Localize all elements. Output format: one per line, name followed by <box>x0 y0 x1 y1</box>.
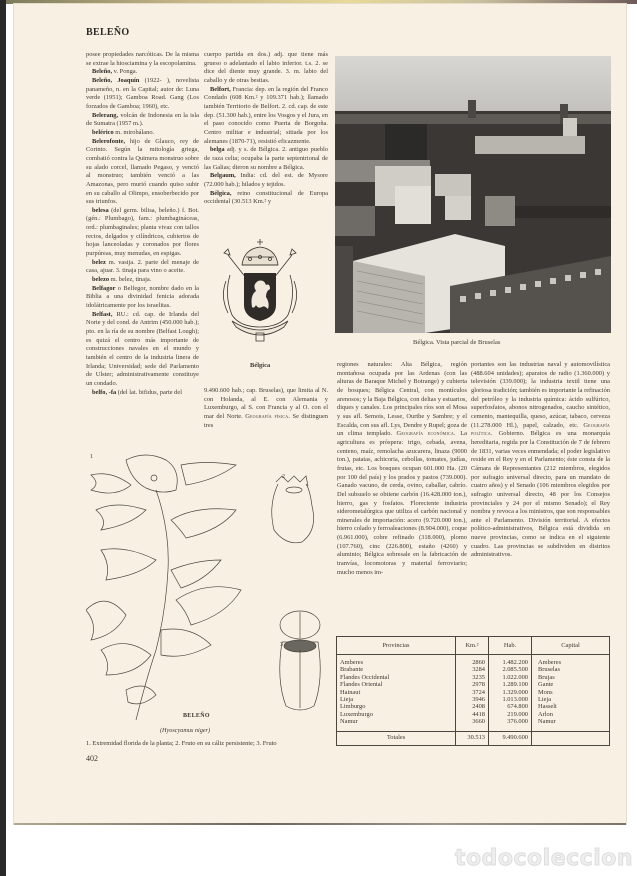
entry-definition: o Belfegor, nombre dado en la Biblia a una divinidad fenicia adorada idolátricamente por los israelitas. <box>86 284 199 310</box>
dictionary-entry <box>204 146 328 172</box>
population-cell: 1.013.000 <box>489 696 532 703</box>
figure-number-1: 1 <box>90 454 93 460</box>
header-hab: Hab. <box>489 637 532 655</box>
capital-cell: Namur <box>532 718 610 731</box>
entry-headword: belérico <box>92 128 114 136</box>
capital-cell: Gante <box>532 681 610 688</box>
capital-cell: Arlon <box>532 711 610 718</box>
entry-headword: belesa <box>92 206 109 214</box>
totals-area: 30.513 <box>456 731 489 745</box>
entry-definition: India: cd. del est. de Mysore (72.000 hab.); hilados y tejidos. <box>204 172 328 188</box>
totals-row <box>337 731 610 745</box>
text-column-3 <box>337 361 467 577</box>
entry-headword: Beleño, Joaquín <box>92 76 140 84</box>
dictionary-entry <box>86 51 199 68</box>
dictionary-entry <box>86 129 199 138</box>
area-cell: 3946 <box>456 696 489 703</box>
photo-caption: Bélgica. Vista parcial de Bruselas <box>413 339 501 346</box>
text-column-2 <box>204 51 328 207</box>
brussels-cityscape-photo <box>335 56 611 333</box>
province-cell: Flandes Occidental <box>340 673 390 681</box>
politics-text: Gobierno. Bélgica es una monarquía hereditaria, regida por la Constitución de 7 de febrero de 1831, varias veces enmendada; el poder legislativo reside en el Rey y en el Parlamento; éste consta de la Cámara de Representantes (212 miembros, elegidos por sufragio universal directo, para un mandato de cuatro años) y el Senado (106 miembros elegidos por sufragio universal directo, 48 por los Consejos provinciales y 24 por el mismo Senado); el Rey nombra y revoca a los ministros, que son responsables ante el Parlamento. División territorial. A efectos político-administrativos, Bélgica está dividida en nueve provincias, como se indica en el siguiente cuadro. Las provincias se subdividen en distritos administrativos. <box>471 430 610 559</box>
area-cell: 2978 <box>456 681 489 688</box>
belgica-text-end: Se distinguen tres <box>204 412 328 429</box>
table-row <box>337 681 610 688</box>
entry-definition: hijo de Glauco, rey de Corinto. Según la mitología griega, combatió contra la Quimera monstruo sobre su alado corcel, llamado Pegaso, y venció al monstruo; también venció a las Amazonas, pero murió cuando quiso subir en su caballo al Olimpo, ensoberbecido por sus triunfos. <box>86 137 199 206</box>
plant-name-label: BELEÑO <box>183 713 210 719</box>
province-cell: Flandes Oriental <box>340 681 383 689</box>
header-km2: Km.² <box>456 637 489 655</box>
entry-headword: belfo, -fa <box>92 388 117 396</box>
plant-latin-name: (Hyoscyamus niger) <box>160 727 211 734</box>
entry-definition: Francia: dep. en la región del Franco Condado (608 Km.² y 109.371 hab.); llamado también Territorio de Belfort. 2. cd. cap. de este dep. (51.300 hab.), entre los Vosgos y el Jura, en el paso conocido como Puerta de Borgoña. Centro militar e industrial; sitiada por los alemanes (1870-71), resistió eficazmente. <box>204 85 329 145</box>
table-row <box>337 703 610 710</box>
belgium-coat-of-arms-image <box>210 235 310 345</box>
dictionary-entry <box>86 77 199 112</box>
area-cell: 4418 <box>456 711 489 718</box>
entry-headword: belezo <box>92 276 110 284</box>
table-row <box>337 696 610 703</box>
section-heading: Geografía física. <box>245 412 291 420</box>
entry-definition: cuerpo partida en dos.) adj. que tiene más grueso o adelantado el labio inferior. t.s. 2. se dice del diente muy grande. 3. m. labio del caballo y de otras bestias. <box>204 51 328 84</box>
figure-number-2: 2 <box>282 474 285 480</box>
province-cell: Amberes <box>340 659 364 666</box>
dictionary-entry <box>86 259 199 276</box>
dictionary-entry <box>86 276 199 285</box>
dictionary-entry <box>204 86 328 147</box>
entry-headword: Belgaum, <box>210 172 236 180</box>
capital-cell: Amberes <box>532 655 610 667</box>
coat-of-arms-caption: Bélgica <box>250 362 271 369</box>
scan-left-edge <box>0 0 6 876</box>
capital-cell: Lieja <box>532 696 610 703</box>
population-cell: 1.022.000 <box>489 674 532 681</box>
table-row <box>337 655 610 667</box>
entry-headword: Belerang, <box>92 111 119 119</box>
figure-legend: 1. Extremidad florida de la planta; 2. Fruto en su cáliz persistente; 3. Fruto <box>86 740 277 747</box>
area-cell: 2408 <box>456 703 489 710</box>
province-cell: Namur <box>340 718 358 726</box>
section-heading: Geografía política. <box>471 421 610 438</box>
entry-definition: v. Ponga. <box>112 68 138 76</box>
dictionary-entry <box>86 389 199 398</box>
entry-headword: Bélgica, <box>210 189 232 197</box>
running-head: BELEÑO <box>86 27 130 38</box>
dictionary-entry <box>86 311 199 389</box>
entry-headword: belga <box>210 146 225 154</box>
header-provincias: Provincias <box>337 637 456 655</box>
capital-cell: Mons <box>532 689 610 696</box>
entry-definition: (1922- ), novelista panameño, n. en la Capital; autor de: Luna verde (1951); Gamboa Road. Gang (Los forzados de Gamboa; 1960), etc. <box>86 76 199 110</box>
text-column-4 <box>471 361 610 560</box>
text-column-2-continued <box>204 387 328 430</box>
province-cell: Luxemburgo <box>340 710 373 718</box>
area-cell: 2860 <box>456 655 489 667</box>
table-row <box>337 718 610 731</box>
table-row <box>337 711 610 718</box>
watermark-logo: todocoleccion <box>455 846 634 871</box>
header-capital: Capital <box>532 637 610 655</box>
dictionary-entry <box>86 68 199 77</box>
economy-text: La agricultura es próspera: trigo, cebada, avena, centeno, maíz, remolacha azucarera, linaza (9000 ton.), patatas, achicoria, cebollas, tomates, judías, frutas, etc. Los bosques ocupan 601.000 Ha. (20 por 100 del país) y los prados y pastos (739.000). Ganado vacuno, de cerda, ovino, caballar, cabrío. Del subsuelo se obtiene carbón (16.428.000 ton.), hierro, gas y fosfatos. Floreciente industria siderometalúrgica que utiliza el carbón nacional y minerales de importación: acero (9.720.000 ton.), hierro colado y ferroaleaciones (8.904.000), coque (6.961.000), cobre refinado (318.000), plomo (107.760), cinc (226.800), estaño (4260) y aluminio; Bélgica sobresale en la fabricación de tranvías, locomotoras y material ferroviario; mucho menos im- <box>337 430 467 576</box>
section-heading: Geografía económica. <box>396 430 456 438</box>
table-row <box>337 689 610 696</box>
area-cell: 3284 <box>456 666 489 673</box>
province-cell: Brabante <box>340 666 364 674</box>
population-cell: 674.800 <box>489 703 532 710</box>
entry-definition: posee propiedades narcóticas. De la misma se extrae la hiosciamina y la escopolamina. <box>86 51 199 67</box>
province-cell: Lieja <box>340 696 354 704</box>
dictionary-entry <box>204 51 328 86</box>
provinces-table <box>336 636 610 746</box>
scan-bottom-edge <box>14 823 626 825</box>
dictionary-entry <box>86 285 199 311</box>
entry-definition: m. vasija. 2. parte del menaje de casa, ajuar. 3. tinaja para vino o aceite. <box>86 258 199 275</box>
entry-definition: RU.: cd. cap. de Irlanda del Norte y del cond. de Antrim (450.000 hab.); pto. en la ría de su nombre (Belfast Lough); es quizá el centro más importante de construcciones navales en el mundo y también el centro de la industria linera de Irlanda; Universidad; sede del Parlamento de Ulster; administrativamente constituye un condado. <box>86 310 199 387</box>
capital-cell: Hasselt <box>532 703 610 710</box>
henbane-botanical-illustration <box>86 450 336 720</box>
totals-capital-empty <box>532 731 610 745</box>
population-cell: 1.289.100 <box>489 681 532 688</box>
entry-definition: (del lat. bifidus, parte del <box>116 388 182 396</box>
province-cell: Hainaut <box>340 688 361 696</box>
area-cell: 3724 <box>456 689 489 696</box>
entry-definition: volcán de Indonesia en la isla de Sumatra (1957 m.). <box>86 111 199 128</box>
population-cell: 1.329.000 <box>489 689 532 696</box>
entry-definition: m. mirobálano. <box>113 128 155 136</box>
totals-population: 9.490.600 <box>489 731 532 745</box>
table-row <box>337 674 610 681</box>
dictionary-entry <box>204 190 328 207</box>
dictionary-entry <box>86 112 199 129</box>
entry-definition: reino constitucional de Europa occidental (30.513 Km.² y <box>204 189 328 206</box>
entry-definition: (del germ. bilisa, beleño.) f. Bot. (gén.: Plumbago), fam.: plumbagináceas, ord.: plumbaginales; planta vivaz con tallos rectos, delgados y cilíndricos, cubiertos de hojas lanceoladas y coronados por flores purpúreas, muy menudas, en espigas. <box>86 206 199 258</box>
belgica-text: 9.490.600 hab.; cap. Bruselas), que limita al N. con Holanda, al E. con Alemania y Luxemburgo, al S. con Francia y al O. con el mar del Norte. <box>204 387 328 420</box>
entry-headword: Belfast, <box>92 310 113 318</box>
entry-headword: Belfagor <box>92 284 116 292</box>
area-cell: 3660 <box>456 718 489 731</box>
entry-definition: adj. y s. de Bélgica. 2. antiguo pueblo de raza celta; ocupaba la parte septentrional de las Galias; dieron su nombre a Bélgica. <box>204 146 328 171</box>
population-cell: 2.085.500 <box>489 666 532 673</box>
entry-headword: Belerofonte, <box>92 137 126 145</box>
population-cell: 1.482.200 <box>489 655 532 667</box>
text-column-1 <box>86 51 199 397</box>
population-cell: 376.000 <box>489 718 532 731</box>
province-cell: Limburgo <box>340 703 366 711</box>
dictionary-entry <box>86 138 199 207</box>
entry-headword: belez <box>92 258 106 266</box>
capital-cell: Brujas <box>532 674 610 681</box>
page-number: 402 <box>86 754 98 763</box>
area-cell: 3235 <box>456 674 489 681</box>
geography-text: regiones naturales: Alta Bélgica, región montañosa ocupada por las Ardenas (con las alturas de Baraque Michel y Botrange) y cubierta de bosques; Bélgica Central, con montículos arenosos; y la Baja Bélgica, con deltas y estuarios, diques y canales. Los principales ríos son el Mosa y sus afl. Semois, Lesse, Ourthe y Sambre; y el Escalda, con sus afl. Lys, Dendre y Rupel; goza de un clima templado. <box>337 361 467 438</box>
dictionary-entry <box>86 207 199 259</box>
entry-headword: Belfort, <box>210 85 231 93</box>
industry-text: portantes son las industrias naval y automovilística (488.604 unidades); aparatos de radio (1.360.000) y televisión (339.000); la industria textil tiene una gloriosa tradición; también es importante la refinación del petróleo y la industria química: ácido sulfúrico, superfosfatos, abonos nitrogenados, caucho sintético, cemento, mantequilla, queso, azúcar, tabaco, cerveza (11.278.000 Hl.), papel, calzado, etc. <box>471 361 610 429</box>
figure-number-3: 3 <box>280 642 283 648</box>
table-row <box>337 666 610 673</box>
entry-definition: m. belez, tinaja. <box>109 276 152 284</box>
totals-label: Totales <box>337 731 456 745</box>
population-cell: 219.000 <box>489 711 532 718</box>
entry-headword: Beleño, <box>92 68 113 76</box>
dictionary-entry <box>204 172 328 189</box>
capital-cell: Bruselas <box>532 666 610 673</box>
table-header-row <box>337 637 610 655</box>
